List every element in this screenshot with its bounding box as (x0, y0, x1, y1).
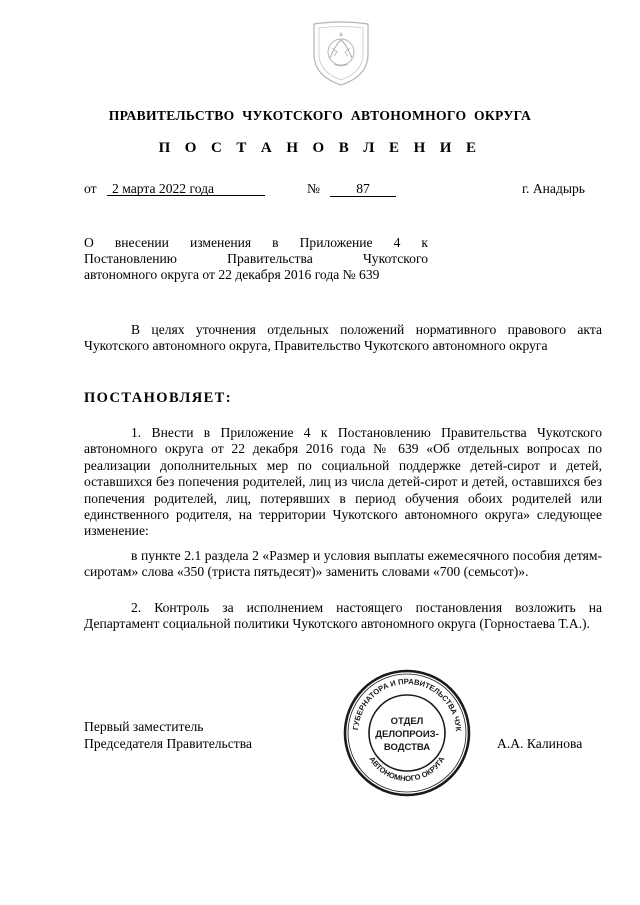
subject-line-2: Постановлению Правительства Чукотского (84, 251, 428, 266)
stamp-ring-bottom: АВТОНОМНОГО ОКРУГА (367, 754, 447, 784)
subject-line-1: О внесении изменения в Приложение 4 к (84, 235, 428, 250)
item-2-paragraph: 2. Контроль за исполнением настоящего постановления возложить на Департамент социальной политики Чукотского автономного округа (Горностаева Т.А.). (84, 600, 602, 632)
stamp-line-1: ОТДЕЛ (390, 716, 424, 727)
item-1-subparagraph: в пункте 2.1 раздела 2 «Размер и условия выплаты ежемесячного пособия детям-сиротам» слова «350 (триста пятьдесят)» заменить словами «700 (семьсот)». (84, 548, 602, 580)
document-number: 87 (330, 181, 396, 197)
official-stamp (342, 668, 472, 798)
coat-of-arms-emblem (308, 18, 374, 88)
position-line-2: Председателя Правительства (84, 735, 252, 751)
preamble-paragraph: В целях уточнения отдельных положений нормативного правового акта Чукотского автономного округа, Правительство Чукотского автономного округа (84, 322, 602, 354)
coat-of-arms-icon (308, 18, 374, 88)
position-line-1: Первый заместитель (84, 719, 204, 734)
stamp-ring-top: ГУБЕРНАТОРА И ПРАВИТЕЛЬСТВА ЧУК (351, 676, 464, 732)
item-1-paragraph: 1. Внести в Приложение 4 к Постановлению Правительства Чукотского автономного округа от 22 декабря 2016 года № 639 «Об отдельных вопросах по реализации дополнительных мер по социальной поддержке детей-сирот и детей, оставшихся без попечения родителей, лиц из числа детей-сирот и детей, оставшихся без попечения родителей, лиц, потерявших в период обучения обоих родителей или единственного родителя, на территории Чукотского автономного округа» следующее изменение: (84, 425, 602, 539)
document-type-title: П О С Т А Н О В Л Е Н И Е (158, 140, 482, 156)
document-city: г. Анадырь (522, 181, 586, 196)
stamp-line-3: ВОДСТВА (383, 742, 431, 753)
decree-heading: ПОСТАНОВЛЯЕТ: (84, 390, 232, 406)
signatory-position (84, 719, 252, 752)
number-sign: № (307, 181, 320, 196)
document-subject (84, 235, 428, 283)
document-date: 2 марта 2022 года (107, 181, 265, 196)
subject-line-3: автономного округа от 22 декабря 2016 года № 639 (84, 267, 380, 282)
organization-title: ПРАВИТЕЛЬСТВО ЧУКОТСКОГО АВТОНОМНОГО ОКРУГА (108, 108, 532, 123)
stamp-line-2: ДЕЛОПРОИЗ- (375, 729, 439, 740)
stamp-seal-icon (342, 668, 472, 798)
signatory-name: А.А. Калинова (497, 736, 583, 751)
date-prefix: от (84, 181, 97, 196)
